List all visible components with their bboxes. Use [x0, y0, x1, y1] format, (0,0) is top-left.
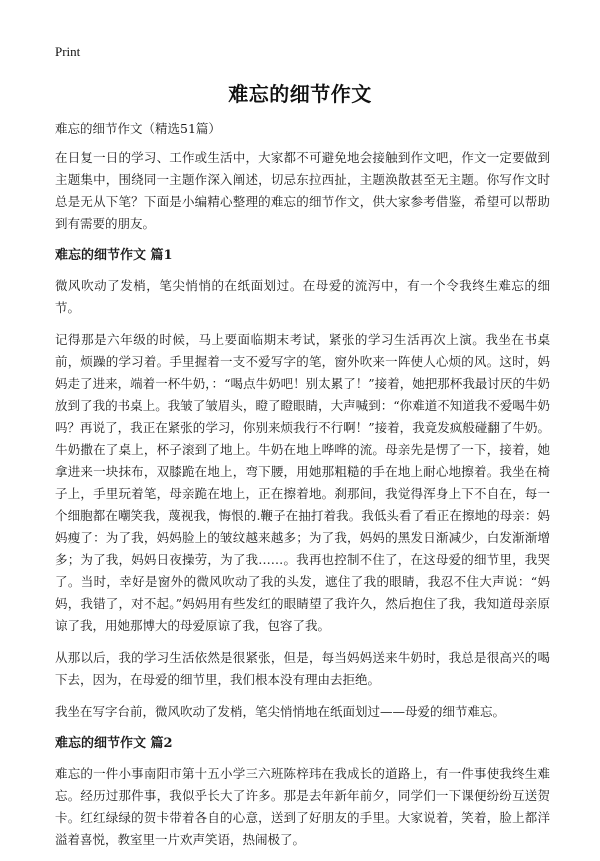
page-title: 难忘的细节作文	[228, 82, 372, 106]
print-link[interactable]: Print	[55, 44, 81, 59]
section-1	[55, 245, 550, 723]
paragraph: 我坐在写字台前，微风吹动了发梢，笔尖悄悄地在纸面划过——母爱的细节难忘。	[55, 704, 506, 719]
article-body	[55, 118, 550, 861]
paragraph: 微风吹动了发梢，笔尖悄悄的在纸面划过。在母爱的流泻中，有一个令我终生难忘的细节。	[55, 278, 550, 315]
intro-paragraph: 在日复一日的学习、工作或生活中，大家都不可避免地会接触到作文吧，作文一定要做到主题集中，围绕同一主题作深入阐述，切忌东拉西扯，主题涣散甚至无主题。你写作文时总是无从下笔？下面是小编精心整理的难忘的细节作文，供大家参考借鉴，希望可以帮助到有需要的朋友。	[55, 150, 550, 231]
section-heading: 难忘的细节作文 篇2	[55, 736, 173, 751]
paragraph: 从那以后，我的学习生活依然是很紧张，但是，每当妈妈送来牛奶时，我总是很高兴的喝下去，因为，在母爱的细节里，我们根本没有理由去拒绝。	[55, 650, 550, 687]
paragraph: 记得那是六年级的时候，马上要面临期末考试，紧张的学习生活再次上演。我坐在书桌前，烦躁的学习着。手里握着一支不爱写字的笔，窗外吹来一阵使人心烦的风。这时，妈妈走了进来，端着一杯牛奶，：“喝点牛奶吧！别太累了！”接着，她把那杯我最讨厌的牛奶放到了我的书桌上。我皱了皱眉头，瞪了瞪眼睛，大声喊到：“你难道不知道我不爱喝牛奶吗？再说了，我正在紧张的学习，你别来烦我行不行啊！”接着，我竟发疯般碰翻了牛奶。牛奶撒在了桌上，杯子滚到了地上。牛奶在地上哗哗的流。母亲先是愣了一下，接着，她拿进来一块抹布，双膝跪在地上，弯下腰，用她那粗糙的手在地上耐心地擦着。我坐在椅子上，手里玩着笔，母亲跪在地上，正在擦着地。刹那间，我觉得浑身上下不自在，每一个细胞都在嘲笑我，蔑视我，悔恨的.鞭子在抽打着我。我低头看了看正在擦地的母亲：妈妈瘦了：为了我，妈妈脸上的皱纹越来越多；为了我，妈妈的黑发日渐减少，白发渐渐增多；为了我，妈妈日夜操劳，为了我……。我再也控制不住了，在这母爱的细节里，我哭了。当时，幸好是窗外的微风吹动了我的头发，遮住了我的眼睛，我忍不住大声说：“妈妈，我错了，对不起。”妈妈用有些发红的眼睛望了我许久，然后抱住了我，我知道母亲原谅了我，用她那博大的母爱原谅了我，包容了我。	[55, 332, 550, 633]
section-heading: 难忘的细节作文 篇1	[55, 248, 173, 263]
section-2	[55, 733, 550, 851]
paragraph: 难忘的一件小事南阳市第十五小学三六班陈梓玮在我成长的道路上，有一件事使我终生难忘。经历过那件事，我似乎长大了许多。那是去年新年前夕，同学们一下课便纷纷互送贺卡。红红绿绿的贺卡带着各自的心意，送到了好朋友的手里。大家说着，笑着，脸上都洋溢着喜悦，教室里一片欢声笑语，热闹极了。	[55, 766, 550, 847]
article-subtitle: 难忘的细节作文（精选51篇）	[55, 121, 221, 136]
